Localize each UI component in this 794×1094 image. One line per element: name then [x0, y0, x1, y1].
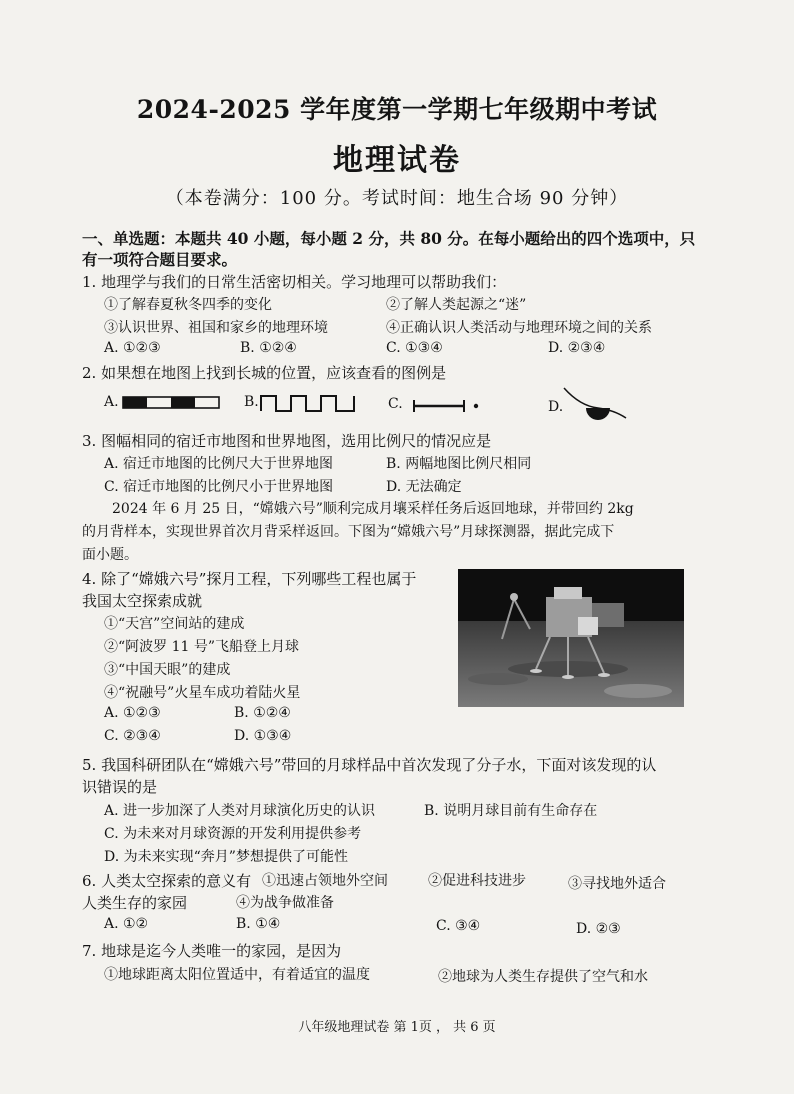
q1-option-a: A. ①②③ [104, 340, 161, 356]
passage-line2: 的月背样本，实现世界首次月背采样返回。下图为“嫦娥六号”月球探测器，据此完成下 [82, 524, 615, 540]
q4-option-b: B. ①②④ [234, 705, 291, 721]
q4-statement-3: ③“中国天眼”的建成 [104, 662, 231, 678]
q4-option-d: D. ①③④ [234, 728, 292, 744]
q6-statement-3: ③寻找地外适合 [568, 876, 666, 892]
q5-option-d: D. 为未来实现“奔月”梦想提供了可能性 [104, 849, 348, 865]
q5-option-c: C. 为未来对月球资源的开发利用提供参考 [104, 826, 362, 842]
q6-option-a: A. ①② [104, 916, 149, 932]
q7-statement-2: ②地球为人类生存提供了空气和水 [438, 969, 648, 985]
q5-stem-line1: 5. 我国科研团队在“嫦娥六号”带回的月球样品中首次发现了分子水，下面对该发现的认 [82, 756, 657, 774]
q7-stem: 7. 地球是迄今人类唯一的家园，是因为 [82, 942, 342, 960]
q4-stem-line2: 我国太空探索成就 [82, 592, 203, 610]
q3-option-d: D. 无法确定 [386, 479, 462, 495]
lunar-probe-photo [458, 569, 684, 707]
q4-statement-2: ②“阿波罗 11 号”飞船登上月球 [104, 639, 300, 655]
q6-option-c: C. ③④ [436, 918, 481, 934]
q4-statement-4: ④“祝融号”火星车成功着陆火星 [104, 685, 301, 701]
q1-statement-3: ③认识世界、祖国和家乡的地理环境 [104, 320, 328, 336]
q1-statement-1: ①了解春夏秋冬四季的变化 [104, 297, 272, 313]
chang-e-6-lander-image [458, 569, 684, 707]
q2-option-c-label: C. [388, 396, 403, 412]
q1-statement-2: ②了解人类起源之“迷” [386, 297, 527, 313]
q1-option-d: D. ②③④ [548, 340, 606, 356]
q1-stem: 1. 地理学与我们的日常生活密切相关。学习地理可以帮助我们： [82, 273, 507, 291]
q4-option-c: C. ②③④ [104, 728, 161, 744]
q5-option-a: A. 进一步加深了人类对月球演化历史的认识 [104, 803, 376, 819]
railway-legend-icon [122, 396, 220, 410]
q4-option-a: A. ①②③ [104, 705, 161, 721]
q6-stem-line1: 6. 人类太空探索的意义有 [82, 872, 252, 890]
q6-option-d: D. ②③ [576, 921, 621, 937]
q2-option-d-label: D. [548, 399, 564, 415]
q5-option-b: B. 说明月球目前有生命存在 [424, 803, 598, 819]
boundary-legend-icon [412, 398, 482, 414]
q1-statement-4: ④正确认识人类活动与地理环境之间的关系 [386, 320, 652, 336]
exam-info: （本卷满分：100 分。考试时间：地生合场 90 分钟） [165, 188, 629, 209]
mountain-pass-legend-icon [560, 384, 630, 428]
q1-option-c: C. ①③④ [386, 340, 443, 356]
q6-option-b: B. ①④ [236, 916, 281, 932]
q2-stem: 2. 如果想在地图上找到长城的位置，应该查看的图例是 [82, 364, 447, 382]
page-footer: 八年级地理试卷 第 1页 ， 共 6 页 [298, 1020, 496, 1035]
q2-option-b-label: B. [244, 394, 259, 410]
q6-stem-line2: 人类生存的家园 [82, 894, 188, 912]
subject-title: 地理试卷 [333, 143, 461, 178]
q3-stem: 3. 图幅相同的宿迁市地图和世界地图，选用比例尺的情况应是 [82, 432, 492, 450]
section-heading-line2: 有一项符合题目要求。 [82, 250, 238, 269]
q7-statement-1: ①地球距离太阳位置适中，有着适宜的温度 [104, 967, 370, 983]
q1-option-b: B. ①②④ [240, 340, 297, 356]
q4-statement-1: ①“天宫”空间站的建成 [104, 616, 245, 632]
q6-statement-1: ①迅速占领地外空间 [262, 873, 388, 889]
q6-statement-2: ②促进科技进步 [428, 873, 526, 889]
great-wall-legend-icon [260, 393, 356, 413]
exam-title: 2024-2025 学年度第一学期七年级期中考试 [136, 95, 658, 124]
q3-option-c: C. 宿迁市地图的比例尺小于世界地图 [104, 479, 334, 495]
q3-option-b: B. 两幅地图比例尺相同 [386, 456, 532, 472]
passage-line1: 2024 年 6 月 25 日，“嫦娥六号”顺利完成月壤采样任务后返回地球，并带回约 2kg [112, 501, 634, 517]
q5-stem-line2: 识错误的是 [82, 778, 158, 796]
q6-statement-4: ④为战争做准备 [236, 895, 334, 911]
q3-option-a: A. 宿迁市地图的比例尺大于世界地图 [104, 456, 334, 472]
q4-stem-line1: 4. 除了“嫦娥六号”探月工程，下列哪些工程也属于 [82, 570, 417, 588]
q2-option-a-label: A. [104, 394, 119, 410]
passage-line3: 面小题。 [82, 547, 138, 563]
section-heading-line1: 一、单选题：本题共 40 小题，每小题 2 分，共 80 分。在每小题给出的四个选项中，只 [82, 229, 696, 248]
